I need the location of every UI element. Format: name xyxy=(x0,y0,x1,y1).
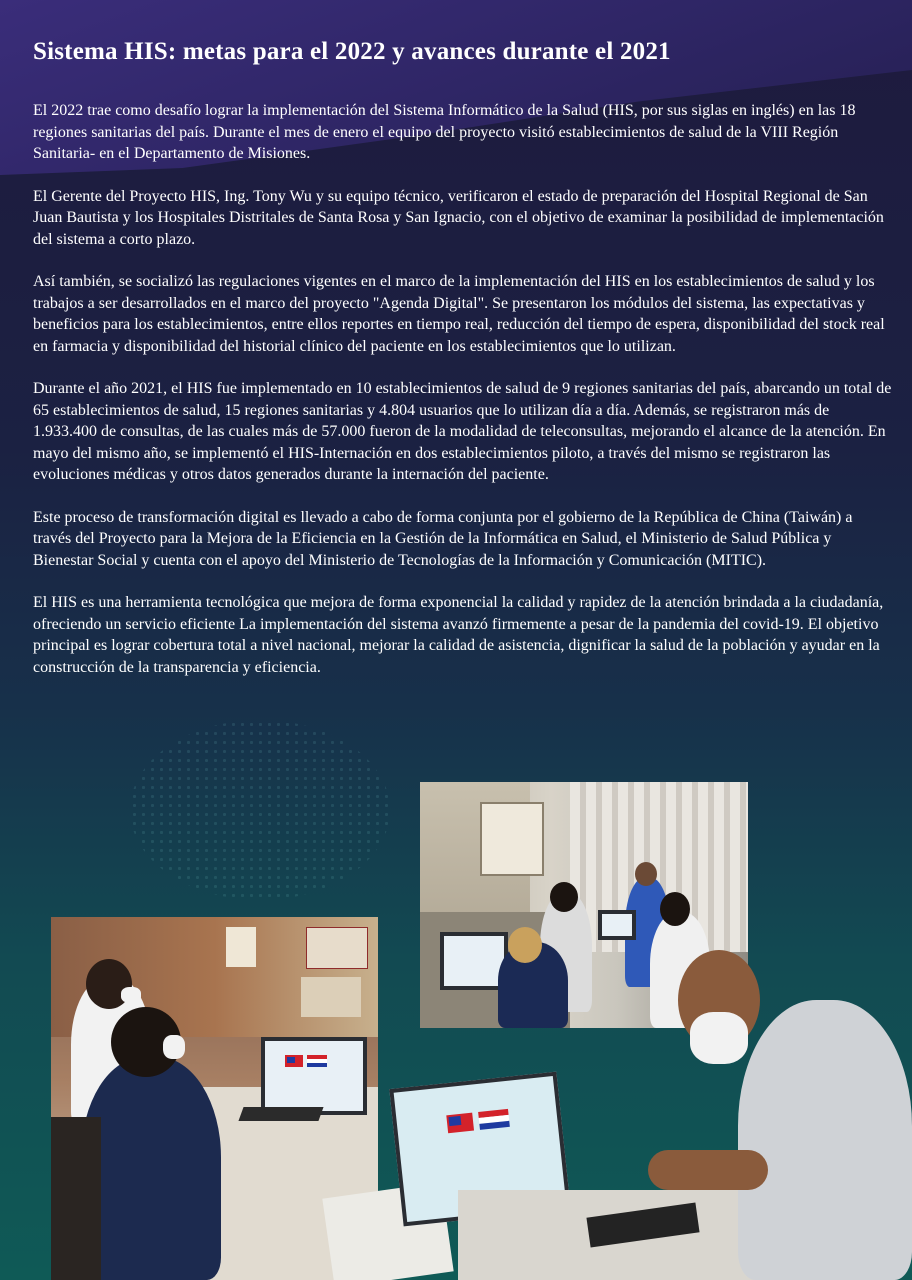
paragraph-6: El HIS es una herramienta tecnológica que mejora de forma exponencial la calidad y rapidez de la atención brindada a la ciudadanía, ofreciendo un servicio eficiente La implementación del sistema avanzó firmemente a pesar de la pandemia del covid-19. El objetivo principal es lograr cobertura total a nivel nacional, mejorar la calidad de asistencia, dignificar la salud de la población y ayudar en la construcción de la transparencia y eficiencia. xyxy=(33,594,884,676)
photo-man-at-computer xyxy=(318,940,912,1280)
paragraph-4: Durante el año 2021, el HIS fue implementado en 10 establecimientos de salud de 9 regiones sanitarias del país, abarcando un total de 65 establecimientos de salud, 15 regiones sanitarias y 4.804 usuarios que lo utilizan día a día. Además, se registraron más de 1.933.400 de consultas, de las cuales más de 57.000 fueron de la modalidad de teleconsultas, mejorando el alcance de la atención. En mayo del mismo año, se implementó el HIS-Internación en dos establecimientos piloto, a través del mismo se registraron las evoluciones médicas y otros datos generados durante la internación del paciente. xyxy=(33,380,892,483)
decorative-dots xyxy=(130,720,390,900)
page-title: Sistema HIS: metas para el 2022 y avances durante el 2021 xyxy=(33,38,671,65)
paragraph-1: El 2022 trae como desafío lograr la implementación del Sistema Informático de la Salud (HIS, por sus siglas en inglés) en las 18 regiones sanitarias del país. Durante el mes de enero el equipo del proyecto visitó establecimientos de salud de la VIII Región Sanitaria- en el Departamento de Misiones. xyxy=(33,102,856,162)
article-body xyxy=(33,100,893,699)
paragraph-5: Este proceso de transformación digital es llevado a cabo de forma conjunta por el gobierno de la República de China (Taiwán) a través del Proyecto para la Mejora de la Eficiencia en la Gestión de la Informática en Salud, el Ministerio de Salud Pública y Bienestar Social y cuenta con el apoyo del Ministerio de Tecnologías de la Información y Comunicación (MITIC). xyxy=(33,508,853,569)
paragraph-3: Así también, se socializó las regulaciones vigentes en el marco de la implementación del HIS en los establecimientos de salud y los trabajos a ser desarrollados en el marco del proyecto "Agenda Digital". Se presentaron los módulos del sistema, las expectativas y beneficios para los establecimientos, entre ellos reportes en tiempo real, reducción del tiempo de espera, disponibilidad del stock real en farmacia y disponibilidad del historial clínico del paciente en los establecimientos que lo utilizan. xyxy=(33,273,885,355)
paragraph-2: El Gerente del Proyecto HIS, Ing. Tony Wu y su equipo técnico, verificaron el estado de preparación del Hospital Regional de San Juan Bautista y los Hospitales Distritales de Santa Rosa y San Ignacio, con el objetivo de examinar la posibilidad de implementación del sistema a corto plazo. xyxy=(33,187,884,248)
